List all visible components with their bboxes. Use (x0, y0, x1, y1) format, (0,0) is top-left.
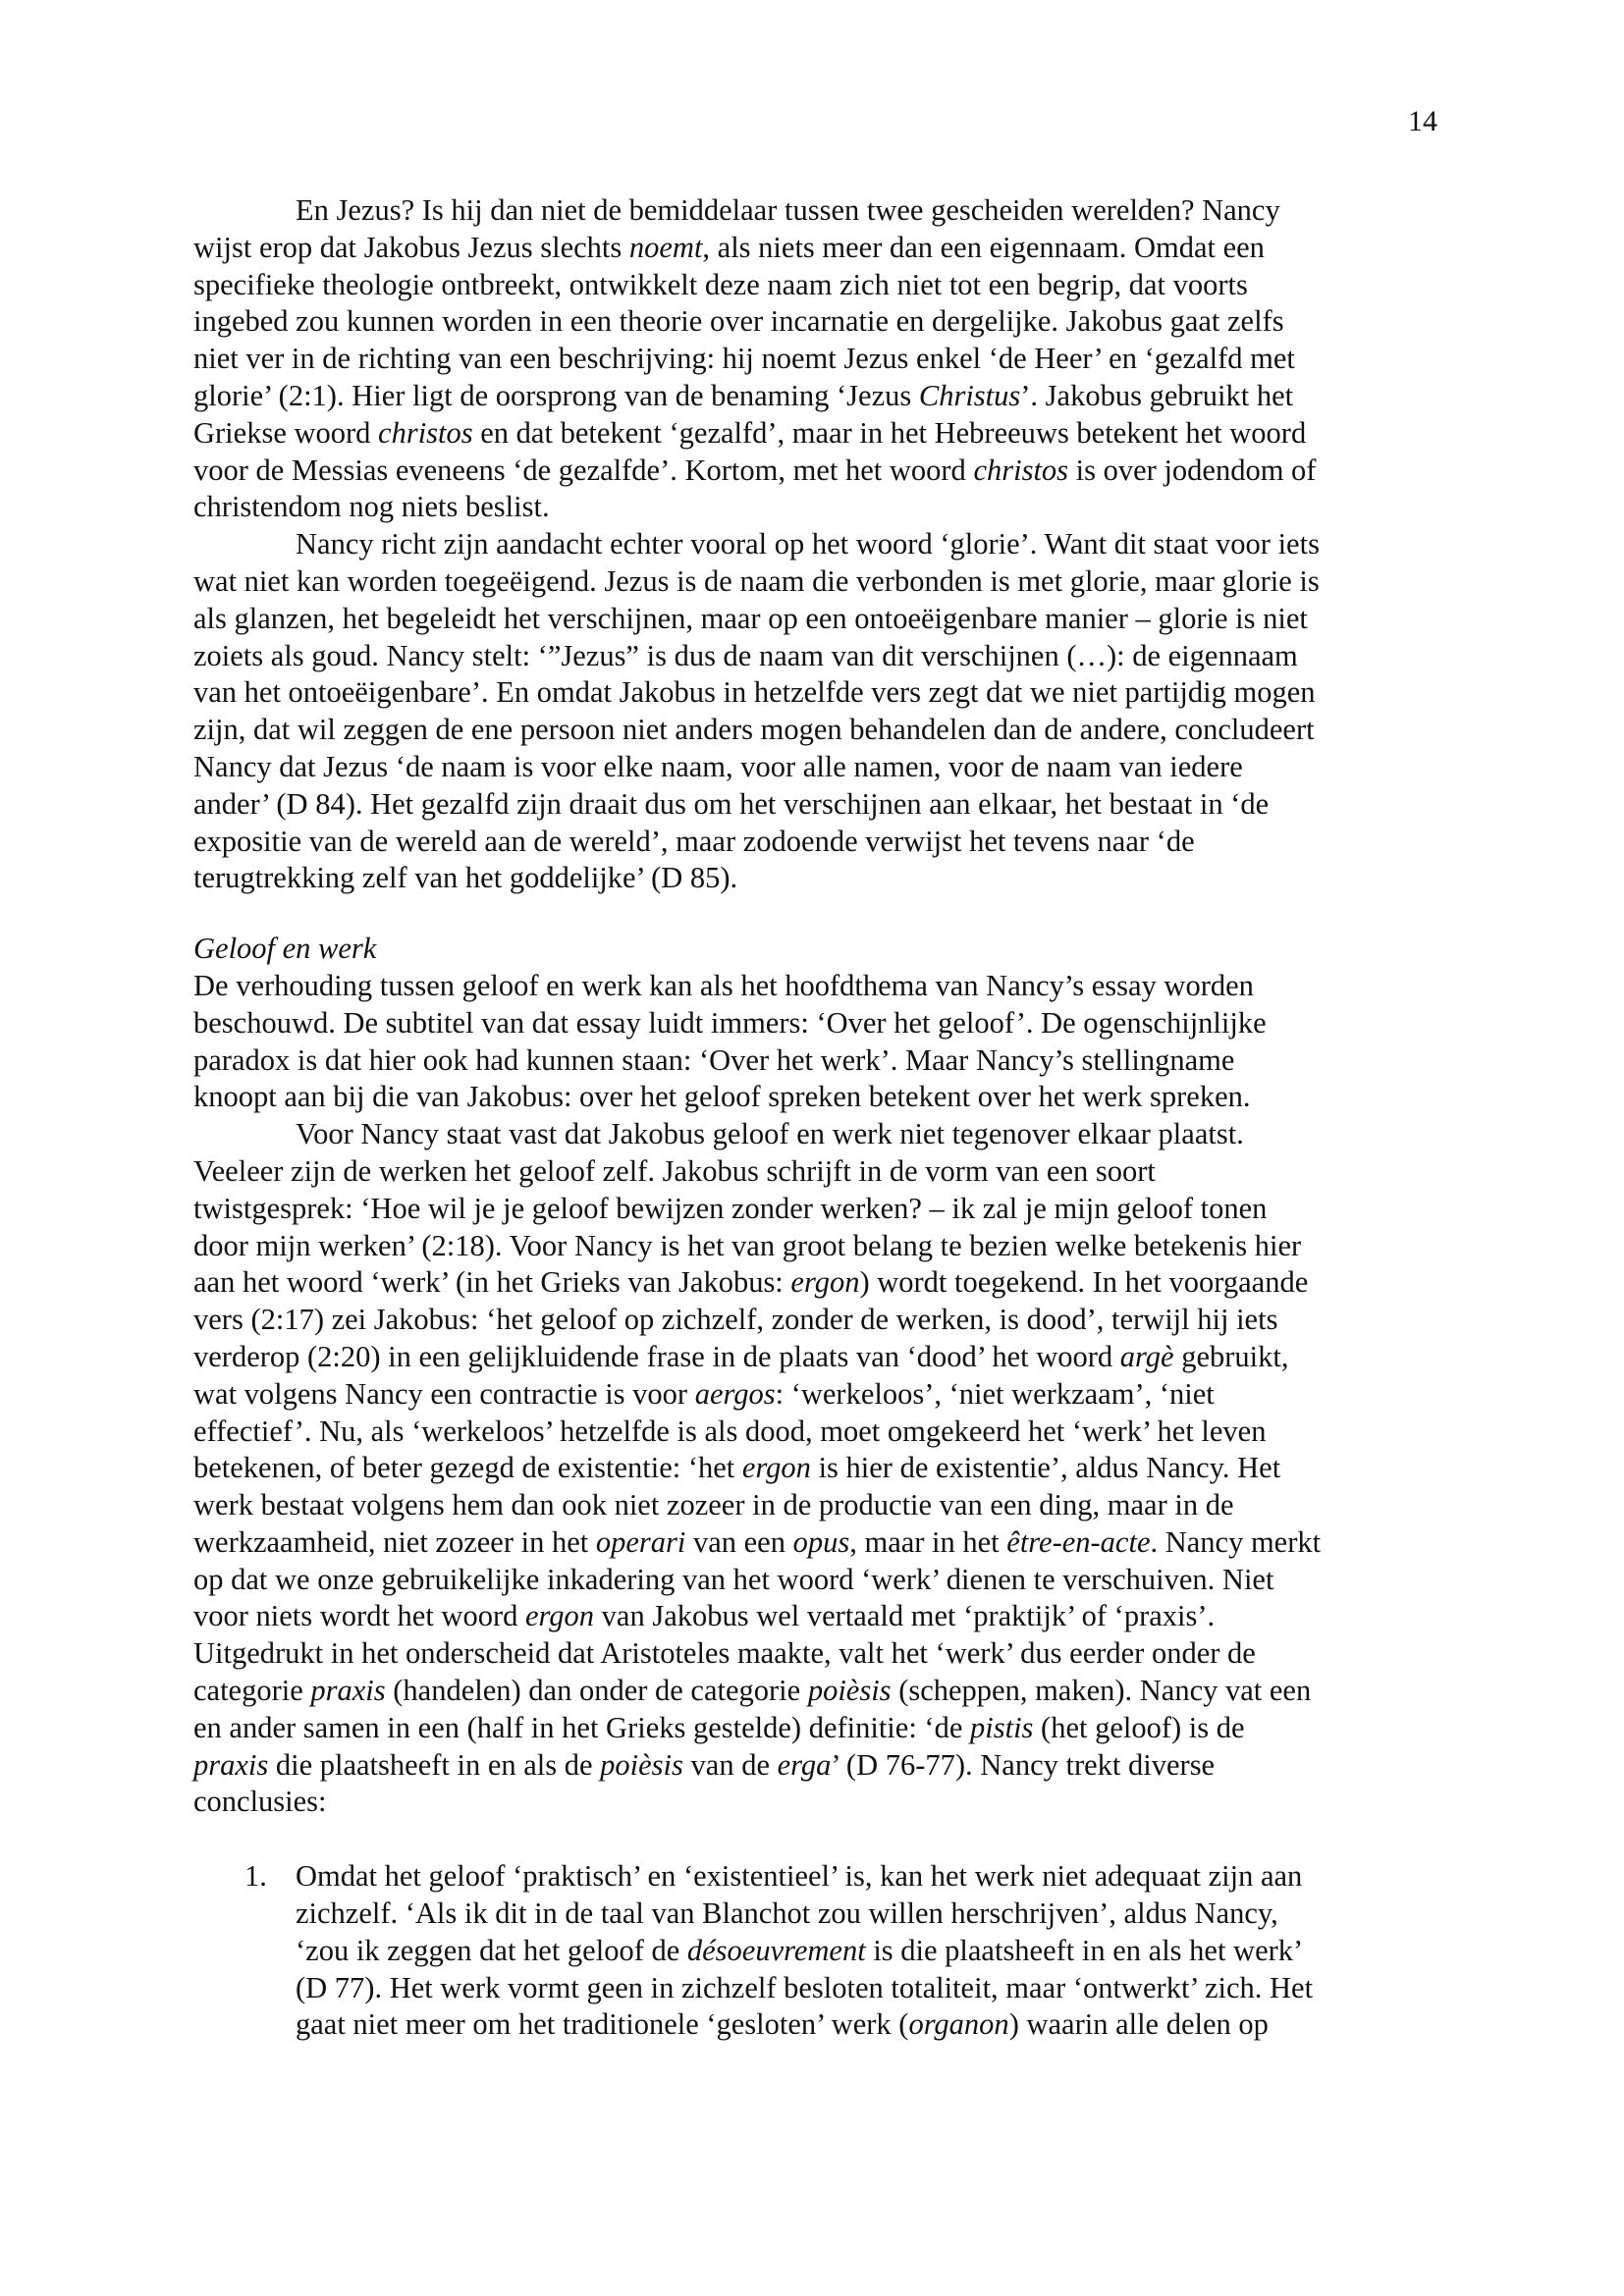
section-paragraphs (193, 968, 1470, 1821)
text-line: voor niets wordt het woord ergon van Jakobus wel vertaald met ‘praktijk’ of ‘praxis’. (193, 1599, 1216, 1633)
text-line: En Jezus? Is hij dan niet de bemiddelaar tussen twee gescheiden werelden? Nancy (296, 193, 1280, 227)
text-line: ingebed zou kunnen worden in een theorie over incarnatie en dergelijke. Jakobus gaat zelfs (193, 304, 1284, 339)
text-line: vers (2:17) zei Jakobus: ‘het geloof op zichzelf, zonder de werken, is dood’, terwijl hij iets (193, 1303, 1278, 1337)
section-paragraph (193, 1116, 1470, 1821)
text-line: Uitgedrukt in het onderscheid dat Aristoteles maakte, valt het ‘werk’ dus eerder onder de (193, 1636, 1256, 1671)
list-item-line: zichzelf. ‘Als ik dit in de taal van Blanchot zou willen herschrijven’, aldus Nancy, (296, 1896, 1278, 1931)
text-line: zoiets als goud. Nancy stelt: ‘”Jezus” is dus de naam van dit verschijnen (…): de eigennaam (193, 638, 1298, 672)
text-line: effectief’. Nu, als ‘werkeloos’ hetzelfde is als dood, moet omgekeerd het ‘werk’ het leven (193, 1414, 1267, 1448)
text-line: aan het woord ‘werk’ (in het Grieks van Jakobus: ergon) wordt toegekend. In het voorgaande (193, 1265, 1309, 1300)
list-item-line: 1. Omdat het geloof ‘praktisch’ en ‘existentieel’ is, kan het werk niet adequaat zijn aan (193, 1858, 1470, 1896)
text-line: paradox is dat hier ook had kunnen staan: ‘Over het werk’. Maar Nancy’s stellingname (193, 1042, 1235, 1077)
text-line: zijn, dat wil zeggen de ene persoon niet anders mogen behandelen dan de andere, concludeert (193, 713, 1315, 747)
text-line: ander’ (D 84). Het gezalfd zijn draait dus om het verschijnen aan elkaar, het bestaat in ‘de (193, 786, 1270, 821)
text-line: Voor Nancy staat vast dat Jakobus geloof en werk niet tegenover elkaar plaatst. (296, 1117, 1244, 1151)
text-line: praxis die plaatsheeft in en als de poièsis van de erga’ (D 76-77). Nancy trekt diverse (193, 1747, 1216, 1782)
list-item-line: (D 77). Het werk vormt geen in zichzelf besloten totaliteit, maar ‘ontwerkt’ zich. Het (296, 1970, 1314, 2004)
text-line: niet ver in de richting van een beschrijving: hij noemt Jezus enkel ‘de Heer’ en ‘gezalfd met (193, 342, 1295, 376)
text-line: De verhouding tussen geloof en werk kan als het hoofdthema van Nancy’s essay worden (193, 968, 1254, 1002)
intro-paragraph (193, 192, 1470, 526)
numbered-list (193, 1858, 1470, 2044)
list-item-line: ‘zou ik zeggen dat het geloof de désoeuvrement is die plaatsheeft in en als het werk’ (296, 1933, 1304, 1967)
list-item-line: gaat niet meer om het traditionele ‘gesloten’ werk (organon) waarin alle delen op (296, 2007, 1269, 2042)
text-line: Veeleer zijn de werken het geloof zelf. Jakobus schrijft in de vorm van een soort (193, 1153, 1156, 1188)
page-number: 14 (1408, 105, 1437, 137)
list-item-number: 1. (244, 1859, 267, 1894)
text-line: door mijn werken’ (2:18). Voor Nancy is het van groot belang te bezien welke betekenis hier (193, 1228, 1302, 1262)
text-line: werkzaamheid, niet zozeer in het operari van een opus, maar in het être-en-acte. Nancy merkt (193, 1524, 1322, 1559)
text-line: betekenen, of beter gezegd de existentie: ‘het ergon is hier de existentie’, aldus Nancy. Het (193, 1451, 1281, 1485)
text-line: verderop (2:20) in een gelijkluidende frase in de plaats van ‘dood’ het woord argè gebruikt, (193, 1339, 1289, 1373)
text-line: terugtrekking zelf van het goddelijke’ (D 85). (193, 861, 738, 895)
section-heading: Geloof en werk (193, 932, 377, 966)
text-line: specifieke theologie ontbreekt, ontwikkelt deze naam zich niet tot een begrip, dat voorts (193, 267, 1248, 301)
text-line: op dat we onze gebruikelijke inkadering van het woord ‘werk’ dienen te verschuiven. Niet (193, 1562, 1274, 1596)
text-line: wijst erop dat Jakobus Jezus slechts noemt, als niets meer dan een eigennaam. Omdat een (193, 230, 1265, 264)
text-line: expositie van de wereld aan de wereld’, maar zodoende verwijst het tevens naar ‘de (193, 824, 1195, 858)
text-line: als glanzen, het begeleidt het verschijnen, maar op een ontoeëigenbare manier – glorie is niet (193, 601, 1308, 635)
text-line: en ander samen in een (half in het Grieks gestelde) definitie: ‘de pistis (het geloof) is de (193, 1710, 1245, 1744)
text-line: Griekse woord christos en dat betekent ‘gezalfd’, maar in het Hebreeuws betekent het woord (193, 415, 1307, 450)
text-line: twistgesprek: ‘Hoe wil je je geloof bewijzen zonder werken? – ik zal je mijn geloof tonen (193, 1191, 1268, 1225)
text-line: van het ontoeëigenbare’. En omdat Jakobus in hetzelfde vers zegt dat we niet partijdig mogen (193, 675, 1316, 710)
text-line: Nancy dat Jezus ‘de naam is voor elke naam, voor alle namen, voor de naam van iedere (193, 749, 1243, 783)
list-item (193, 1858, 1470, 2044)
intro-paragraphs (193, 192, 1470, 897)
text-line: glorie’ (2:1). Hier ligt de oorsprong van de benaming ‘Jezus Christus’. Jakobus gebruikt het (193, 378, 1294, 412)
intro-paragraph (193, 526, 1470, 897)
section-paragraph (193, 968, 1470, 1116)
text-line: wat volgens Nancy een contractie is voor aergos: ‘werkeloos’, ‘niet werkzaam’, ‘niet (193, 1376, 1215, 1411)
text-line: conclusies: (193, 1785, 327, 1819)
text-line: christendom nog niets beslist. (193, 490, 550, 524)
text-line: categorie praxis (handelen) dan onder de categorie poièsis (scheppen, maken). Nancy vat een (193, 1674, 1312, 1708)
text-line: beschouwd. De subtitel van dat essay luidt immers: ‘Over het geloof’. De ogenschijnlijke (193, 1005, 1267, 1040)
text-line: wat niet kan worden toegeëigend. Jezus is de naam die verbonden is met glorie, maar glorie is (193, 563, 1320, 598)
text-line: Nancy richt zijn aandacht echter vooral op het woord ‘glorie’. Want dit staat voor iets (296, 527, 1320, 561)
text-line: knoopt aan bij die van Jakobus: over het geloof spreken betekent over het werk spreken. (193, 1080, 1251, 1114)
list-gap (193, 1821, 1470, 1858)
section-gap (193, 897, 1470, 931)
text-line: werk bestaat volgens hem dan ook niet zozeer in de productie van een ding, maar in de (193, 1488, 1234, 1522)
text-line: voor de Messias eveneens ‘de gezalfde’. Kortom, met het woord christos is over jodendom of (193, 453, 1317, 487)
body-text (193, 192, 1470, 2044)
